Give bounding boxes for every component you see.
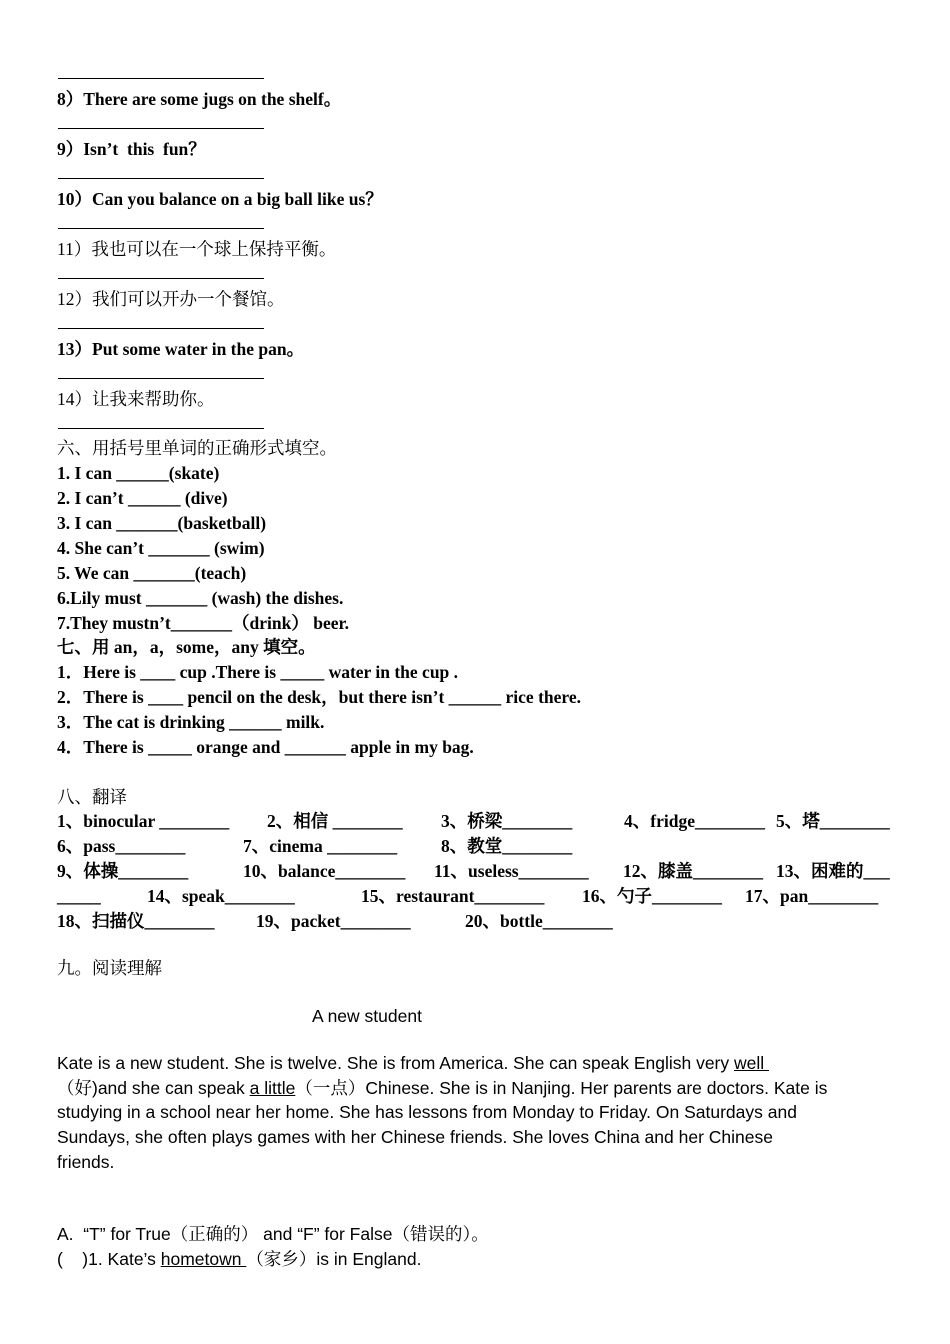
article-item: 4．There is _____ orange and _______ apple in my bag. — [57, 737, 474, 757]
underlined-word: a little — [249, 1078, 296, 1098]
item-8: 8）There are some jugs on the shelf。 — [57, 89, 342, 109]
fill-item: 3. I can _______(basketball) — [57, 513, 267, 533]
underlined-word: well — [734, 1053, 770, 1073]
passage-line: Kate is a new student. She is twelve. She is from America. She can speak English very well — [57, 1053, 770, 1073]
answer-line — [58, 328, 264, 329]
fill-item: 2. I can’t ______ (dive) — [57, 488, 228, 508]
vocab-item: 9、体操________ — [57, 861, 189, 881]
vocab-item: 11、useless________ — [434, 861, 589, 881]
vocab-item: 2、相信 ________ — [267, 811, 403, 831]
article-item: 1．Here is ____ cup .There is _____ water in the cup . — [57, 662, 459, 682]
article-item: 2．There is ____ pencil on the desk，but there isn’t ______ rice there. — [57, 687, 582, 707]
vocab-item: 6、pass________ — [57, 836, 186, 856]
vocab-item: 3、桥梁________ — [441, 811, 573, 831]
answer-line — [58, 228, 264, 229]
vocab-item: 14、speak________ — [147, 886, 295, 906]
vocab-item: 15、restaurant________ — [361, 886, 545, 906]
vocab-item: 18、扫描仪________ — [57, 911, 215, 931]
section-6-title: 六、用括号里单词的正确形式填空。 — [57, 438, 337, 458]
fill-item: 1. I can ______(skate) — [57, 463, 220, 483]
fill-item: 6.Lily must _______ (wash) the dishes. — [57, 588, 344, 608]
vocab-item: _____ — [57, 886, 101, 906]
vocab-item: 20、bottle________ — [465, 911, 613, 931]
article-item: 3．The cat is drinking ______ milk. — [57, 712, 325, 732]
fill-item: 4. She can’t _______ (swim) — [57, 538, 265, 558]
item-9: 9）Isn’t this fun？ — [57, 139, 206, 159]
fill-item: 5. We can _______(teach) — [57, 563, 247, 583]
item-10: 10）Can you balance on a big ball like us？ — [57, 189, 383, 209]
passage-line: friends. — [57, 1152, 115, 1172]
answer-line — [58, 178, 264, 179]
answer-line — [58, 278, 264, 279]
passage-title: A new student — [312, 1006, 422, 1026]
vocab-item: 12、膝盖________ — [623, 861, 763, 881]
item-14: 14）让我来帮助你。 — [57, 389, 215, 409]
vocab-item: 1、binocular ________ — [57, 811, 230, 831]
question-instructions: A. “T” for True（正确的） and “F” for False（错误的）。 — [57, 1224, 489, 1244]
answer-line — [58, 128, 264, 129]
section-8-title: 八、翻译 — [57, 787, 127, 807]
question-1: ( )1. Kate’s hometown （家乡）is in England. — [57, 1249, 422, 1269]
passage-line: （好)and she can speak a little（一点）Chinese. She is in Nanjing. Her parents are doctors. Kate is — [57, 1078, 828, 1098]
section-9-title: 九。阅读理解 — [57, 958, 162, 978]
vocab-item: 8、教堂________ — [441, 836, 573, 856]
vocab-item: 10、balance________ — [243, 861, 406, 881]
underlined-word: hometown — [160, 1249, 247, 1269]
item-12: 12）我们可以开办一个餐馆。 — [57, 289, 285, 309]
section-7-title: 七、用 an，a，some，any 填空。 — [57, 637, 316, 657]
vocab-item: 19、packet________ — [256, 911, 411, 931]
item-11: 11）我也可以在一个球上保持平衡。 — [57, 239, 337, 259]
answer-line — [58, 378, 264, 379]
vocab-item: 17、pan________ — [745, 886, 879, 906]
item-13: 13）Put some water in the pan。 — [57, 339, 305, 359]
vocab-item: 5、塔________ — [776, 811, 890, 831]
vocab-item: 13、困难的___ — [776, 861, 890, 881]
vocab-item: 16、勺子________ — [582, 886, 722, 906]
answer-line — [58, 78, 264, 79]
vocab-item: 4、fridge________ — [624, 811, 765, 831]
passage-line: Sundays, she often plays games with her Chinese friends. She loves China and her Chinese — [57, 1127, 773, 1147]
fill-item: 7.They mustn’t_______（drink） beer. — [57, 613, 350, 633]
vocab-item: 7、cinema ________ — [243, 836, 398, 856]
passage-line: studying in a school near her home. She has lessons from Monday to Friday. On Saturdays and — [57, 1102, 797, 1122]
answer-line — [58, 428, 264, 429]
